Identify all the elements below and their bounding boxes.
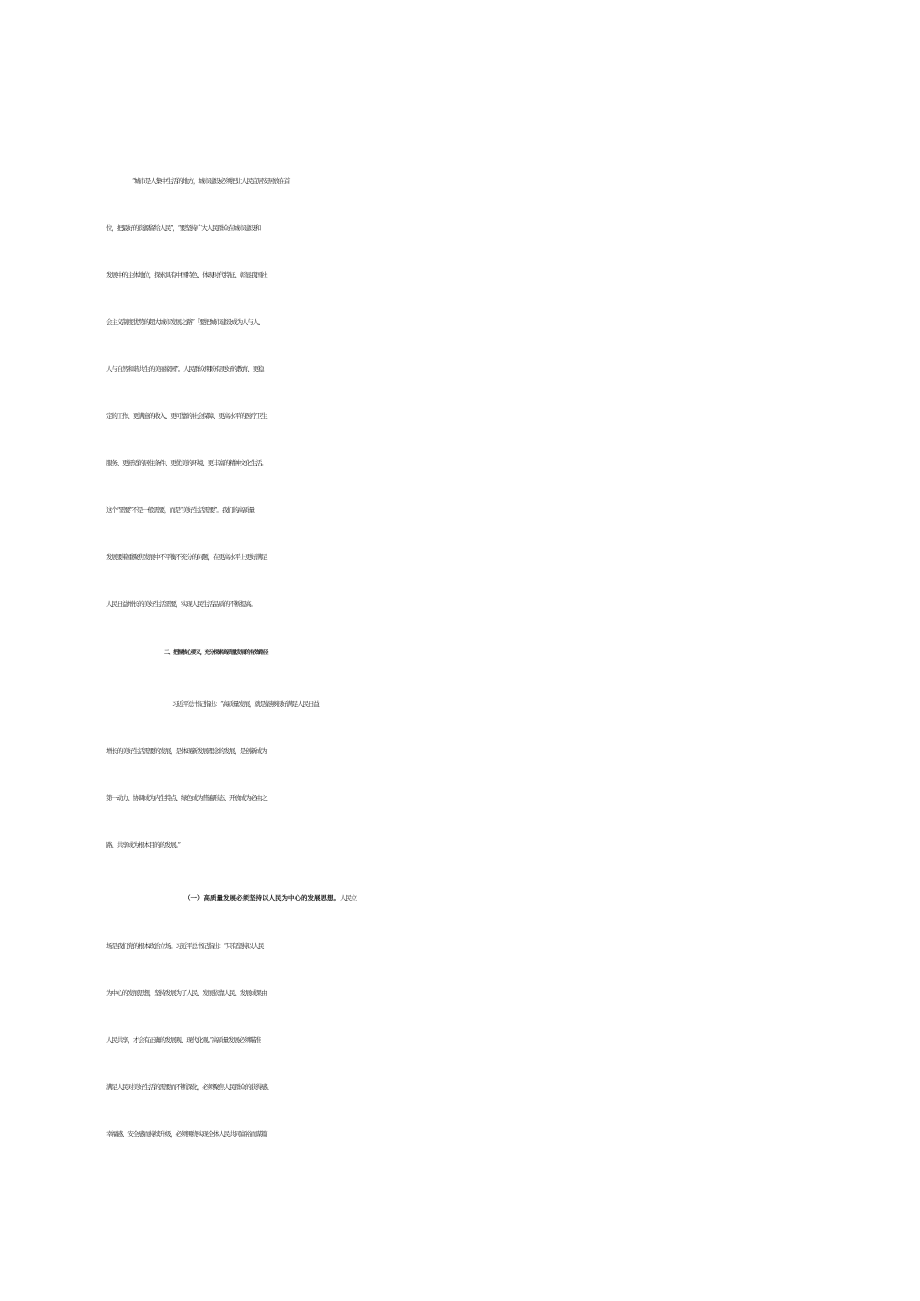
text-line: 定的工作、更满意的收入、更可靠的社会保障、更高水平的医疗卫生	[106, 412, 267, 420]
text-line: 第一动力、协调成为内生特点、绿色成为普遍形态、开放成为必由之	[106, 794, 267, 802]
text-line: 服务、更舒适的居住条件、更优美的环境、更丰富的精神文化生活。	[106, 459, 267, 467]
text-line: 路、共享成为根本目的的发展。”	[106, 841, 180, 849]
text-line: 人与自然和谐共生的美丽家园”。人民群众期盼有更好的教育、更稳	[106, 365, 264, 373]
section-heading: 二、把握核心要义，充分探索高质量发展的有效路径	[164, 650, 268, 656]
text-line: 发展中的主体地位，探索具有中国特色、体现时代特征、彰显我国社	[106, 271, 267, 279]
text-line: 位，把最好的资源留给人民”，“要坚持广大人民群众在城市建设和	[106, 224, 261, 232]
subsection-first-line	[0, 875, 920, 921]
text-line: 满足人民对美好生活的需要而不断深化，必须聚焦人民群众的获得感、	[106, 1083, 272, 1091]
text-line: 人民共享，才会有正确的发展观、现代化观。”高质量发展必须瞄准	[106, 1036, 261, 1044]
text-line: 幸福感、安全感而持续升级，必须围绕实现全体人民共同富裕而谋篇	[106, 1130, 267, 1138]
subsection-text: 人民立	[340, 894, 357, 902]
text-line: 场是我们党的根本政治立场。习近平总书记指出：“只有坚持以人民	[106, 942, 264, 950]
text-line: 增长的美好生活需要的发展，是体现新发展理念的发展，是创新成为	[106, 747, 267, 755]
text-line: 为中心的发展思想，坚持发展为了人民、发展依靠人民、发展成果由	[106, 989, 267, 997]
text-line: “城市是人集中生活的地方，城市建设必须把让人民宜居安居放在首	[132, 177, 290, 185]
text-line: 会主义制度优势的超大城市发展之路”「要把城市建设成为人与人、	[106, 318, 264, 326]
subsection-title: （一）高质量发展必须坚持以人民为中心的发展思想。	[184, 894, 340, 902]
text-line: 这个“需要”不是一般需要，而是“美好生活需要”。我们的高质量	[106, 506, 254, 514]
text-line: 习近平总书记指出：“高质量发展，就是能够很好满足人民日益	[172, 700, 319, 708]
text-line: 人民日益增长的美好生活需要，实现人民生活品质的不断提高。	[106, 600, 256, 608]
text-line: 发展要着重聚焦发展中不平衡不充分的问题，在更高水平上更好满足	[106, 553, 267, 561]
